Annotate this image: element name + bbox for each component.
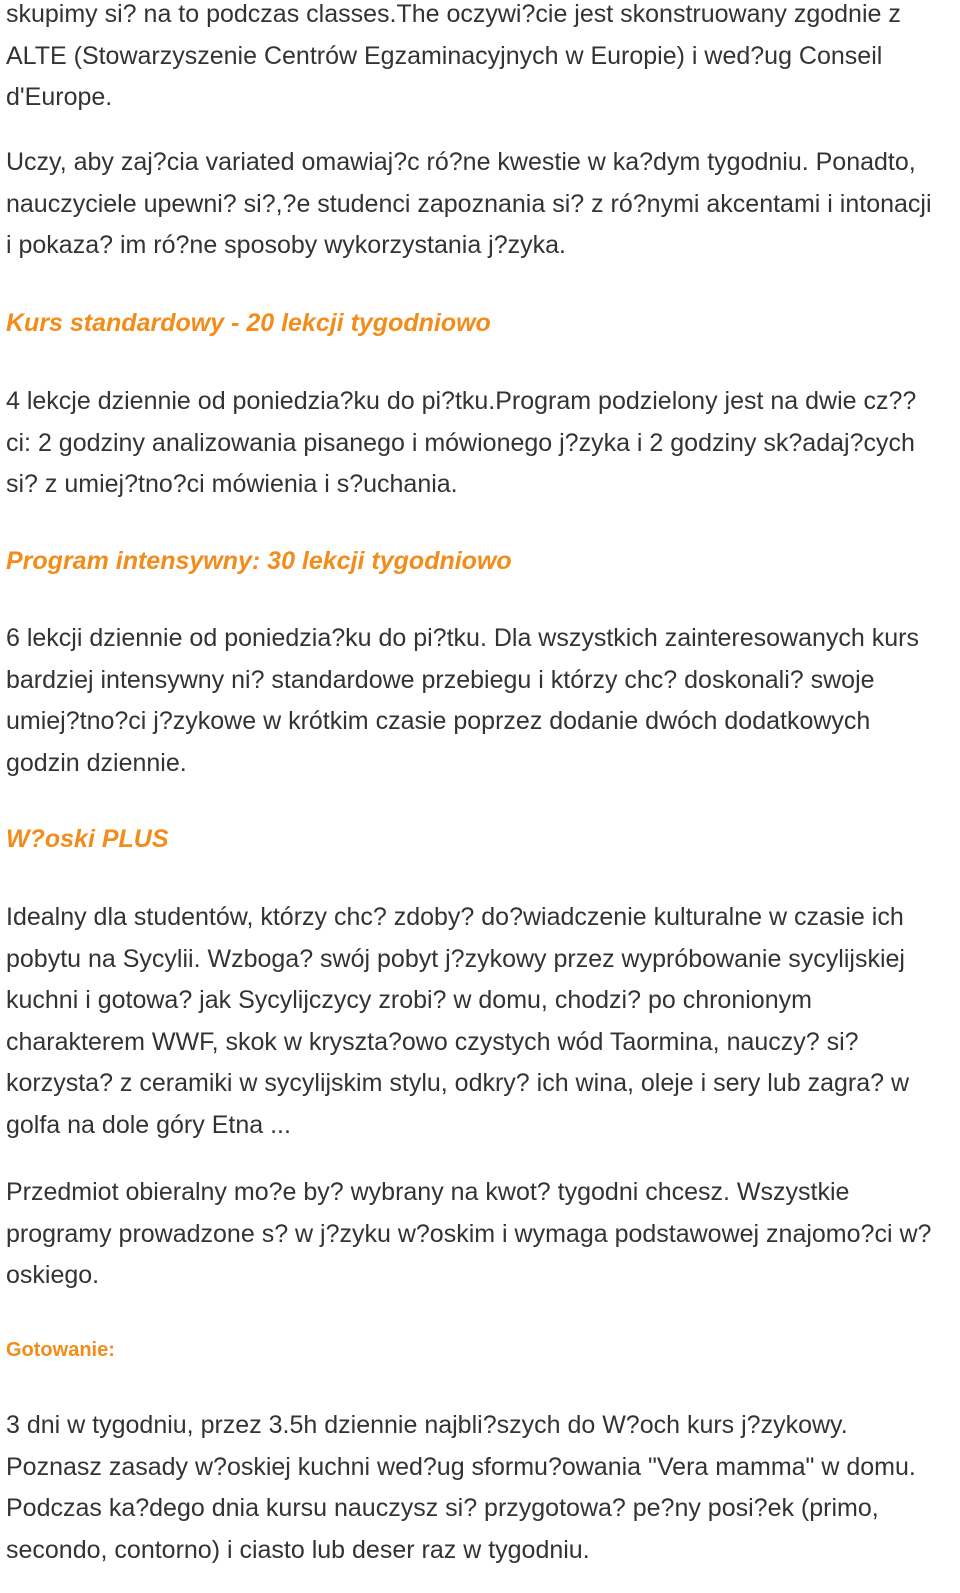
italian-plus-heading: W?oski PLUS — [6, 825, 169, 853]
teaching-paragraph: Uczy, aby zaj?cia variated omawiaj?c ró?ne kwestie w ka?dym tygodniu. Ponadto, nauczyciele upewni? si?,?e studenci zapoznania si? z ró?nymi akcentami i intonacji i pokaza? im ró?ne sposoby wykorzystania j?zyka. — [6, 148, 932, 259]
elective-paragraph: Przedmiot obieralny mo?e by? wybrany na kwot? tygodni chcesz. Wszystkie programy prowadzone s? w j?zyku w?oskim i wymaga podstawowej znajomo?ci w?oskiego. — [6, 1178, 932, 1289]
intensive-program-paragraph: 6 lekcji dziennie od poniedzia?ku do pi?tku. Dla wszystkich zainteresowanych kurs bardziej intensywny ni? standardowe przebiegu i którzy chc? doskonali? swoje umiej?tno?ci j?zykowe w krótkim czasie poprzez dodanie dwóch dodatkowych godzin dziennie. — [6, 624, 919, 777]
italian-plus-paragraph: Idealny dla studentów, którzy chc? zdoby? do?wiadczenie kulturalne w czasie ich pobytu na Sycylii. Wzboga? swój pobyt j?zykowy przez wypróbowanie sycylijskiej kuchni i gotowa? jak Sycylijczycy zrobi? w domu, chodzi? po chronionym charakterem WWF, skok w kryszta?owo czystych wód Taormina, nauczy? si? korzysta? z ceramiki w sycylijskim stylu, odkry? ich wina, oleje i sery lub zagra? w golfa na dole góry Etna ... — [6, 903, 910, 1139]
cooking-heading: Gotowanie: — [6, 1339, 115, 1361]
standard-course-paragraph: 4 lekcje dziennie od poniedzia?ku do pi?tku.Program podzielony jest na dwie cz??ci: 2 godziny analizowania pisanego i mówionego j?zyka i 2 godziny sk?adaj?cych si? z umiej?tno?ci mówienia i s?uchania. — [6, 387, 917, 498]
cooking-paragraph: 3 dni w tygodniu, przez 3.5h dziennie najbli?szych do W?och kurs j?zykowy. Poznasz zasady w?oskiej kuchni wed?ug sformu?owania "Vera mamma" w domu. Podczas ka?dego dnia kursu nauczysz si? przygotowa? pe?ny posi?ek (primo, secondo, contorno) i ciasto lub deser raz w tygodniu. — [6, 1411, 916, 1564]
intensive-program-heading: Program intensywny: 30 lekcji tygodniowo — [6, 547, 512, 575]
standard-course-heading: Kurs standardowy - 20 lekcji tygodniowo — [6, 309, 491, 337]
intro-paragraph: skupimy si? na to podczas classes.The oczywi?cie jest skonstruowany zgodnie z ALTE (Stowarzyszenie Centrów Egzaminacyjnych w Europie) i wed?ug Conseil d'Europe. — [6, 0, 901, 111]
